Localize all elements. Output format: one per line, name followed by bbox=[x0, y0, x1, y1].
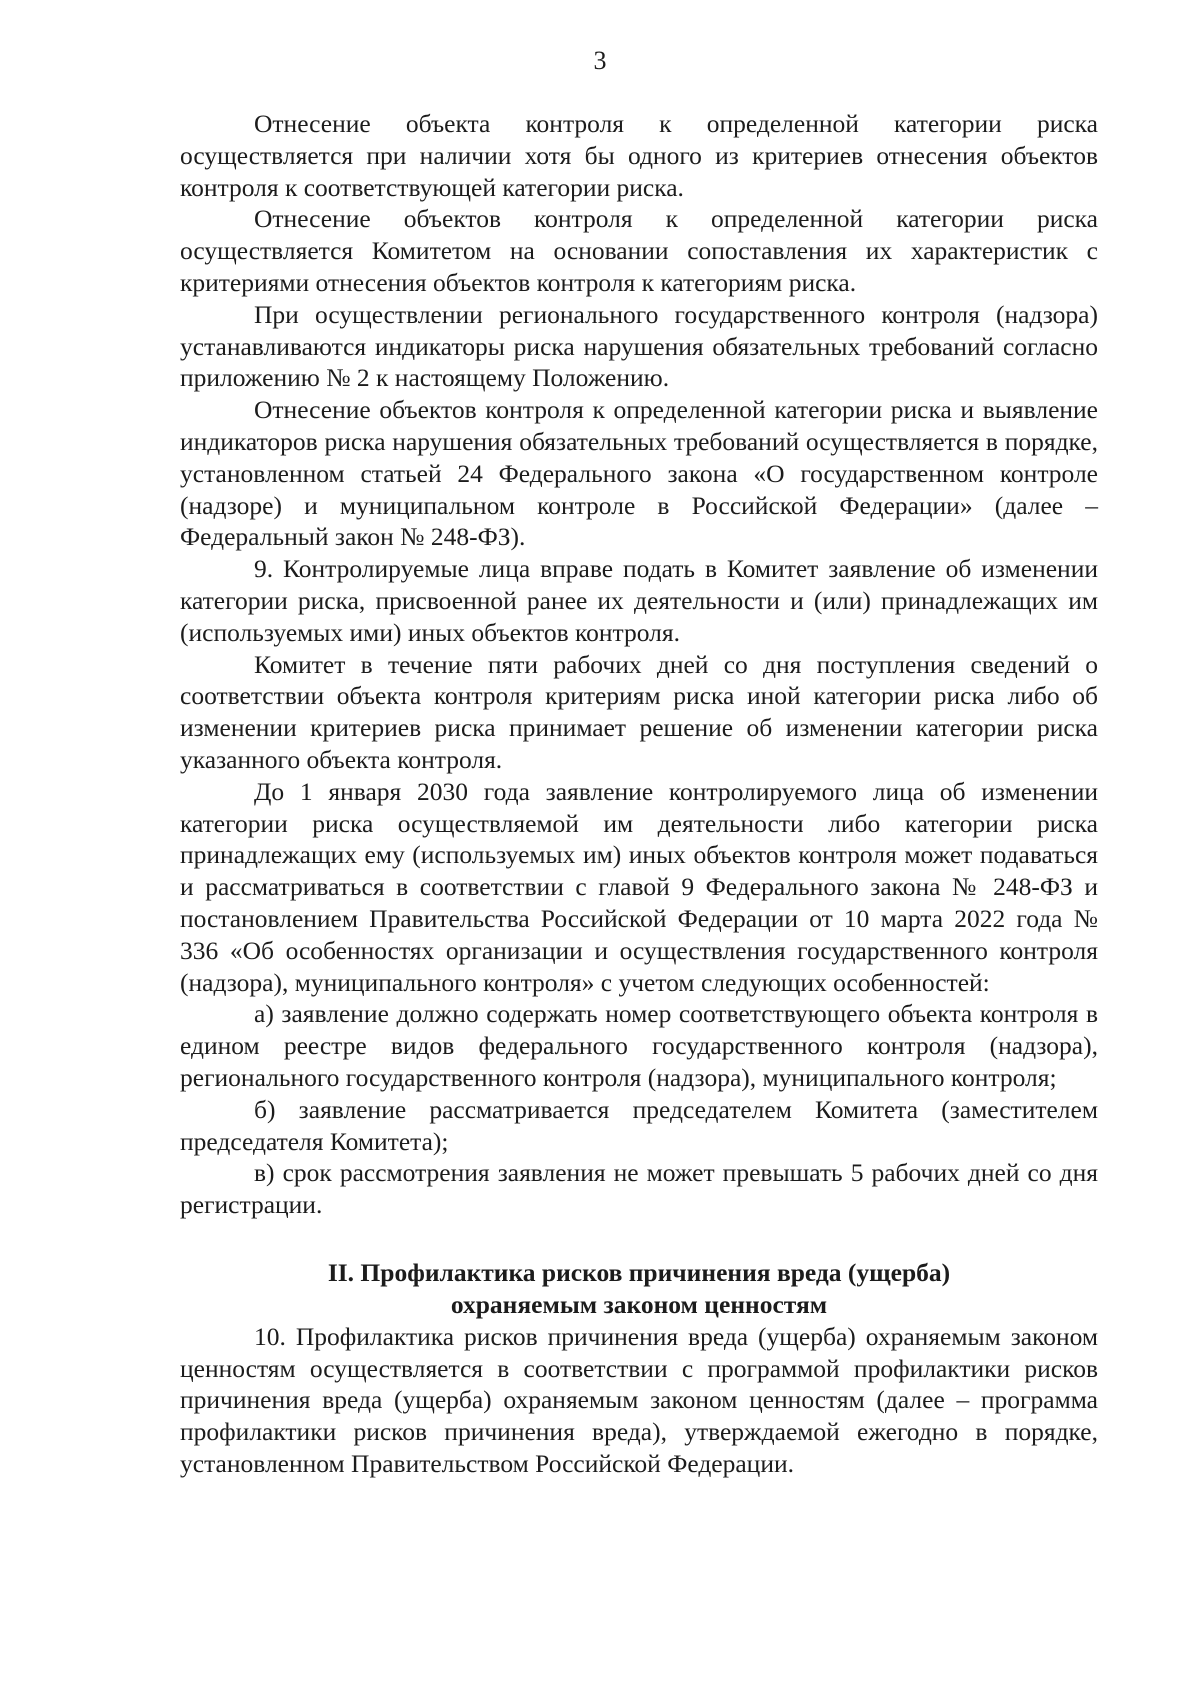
section-heading bbox=[180, 1257, 1098, 1321]
list-item-v: в) срок рассмотрения заявления не может превышать 5 рабочих дней со дня регистрации. bbox=[180, 1158, 1098, 1220]
paragraph-procedure-reference: Отнесение объектов контроля к определенной категории риска и выявление индикаторов риска нарушения обязательных требований осуществляется в порядке, установленном статьей 24 Федерального закона «О государственном контроле (надзоре) и муниципальном контроле в Российской Федерации» (далее – Федеральный закон № 248-ФЗ). bbox=[180, 395, 1098, 552]
page-number: 3 bbox=[593, 46, 607, 75]
paragraph-until-2030: До 1 января 2030 года заявление контролируемого лица об изменении категории риска осуществляемой им деятельности либо категории риска принадлежащих ему (используемых им) иных объектов контроля может подаваться и рассматриваться в соответствии с главой 9 Федерального закона № 248-ФЗ и постановлением Правительства Российской Федерации от 10 марта 2022 года № 336 «Об особенностях организации и осуществления государственного контроля (надзора), муниципального контроля» с учетом следующих особенностей: bbox=[180, 776, 1098, 997]
section-heading-line-1: II. Профилактика рисков причинения вреда (ущерба) bbox=[327, 1257, 951, 1287]
list-item-a: а) заявление должно содержать номер соответствующего объекта контроля в едином реестре видов федерального государственного контроля (надзора), регионального государственного контроля (надзора), муниципального контроля; bbox=[180, 999, 1098, 1092]
paragraph-committee-decision: Комитет в течение пяти рабочих дней со дня поступления сведений о соответствии объекта контроля критериям риска иной категории риска либо об изменении критериев риска принимает решение об изменении категории риска указанного объекта контроля. bbox=[180, 649, 1098, 774]
paragraph-committee-assignment: Отнесение объектов контроля к определенной категории риска осуществляется Комитетом на основании сопоставления их характеристик с критериями отнесения объектов контроля к категориям риска. bbox=[180, 204, 1098, 297]
paragraph-item-10: 10. Профилактика рисков причинения вреда (ущерба) охраняемым законом ценностям осуществляется в соответствии с программой профилактики рисков причинения вреда (ущерба) охраняемым законом ценностям (далее – программа профилактики рисков причинения вреда), утверждаемой ежегодно в порядке, установленном Правительством Российской Федерации. bbox=[180, 1321, 1098, 1479]
paragraph-item-9: 9. Контролируемые лица вправе подать в Комитет заявление об изменении категории риска, присвоенной ранее их деятельности и (или) принадлежащих им (используемых ими) иных объектов контроля. bbox=[180, 554, 1098, 647]
paragraph-risk-indicators: При осуществлении регионального государственного контроля (надзора) устанавливаются индикаторы риска нарушения обязательных требований согласно приложению № 2 к настоящему Положению. bbox=[180, 299, 1098, 393]
document-body bbox=[180, 108, 1098, 1480]
list-item-b: б) заявление рассматривается председателем Комитета (заместителем председателя Комитета); bbox=[180, 1094, 1098, 1156]
section-heading-line-2: охраняемым законом ценностям bbox=[450, 1289, 828, 1319]
paragraph-risk-category-criteria: Отнесение объекта контроля к определенной категории риска осуществляется при наличии хотя бы одного из критериев отнесения объектов контроля к соответствующей категории риска. bbox=[180, 109, 1098, 202]
